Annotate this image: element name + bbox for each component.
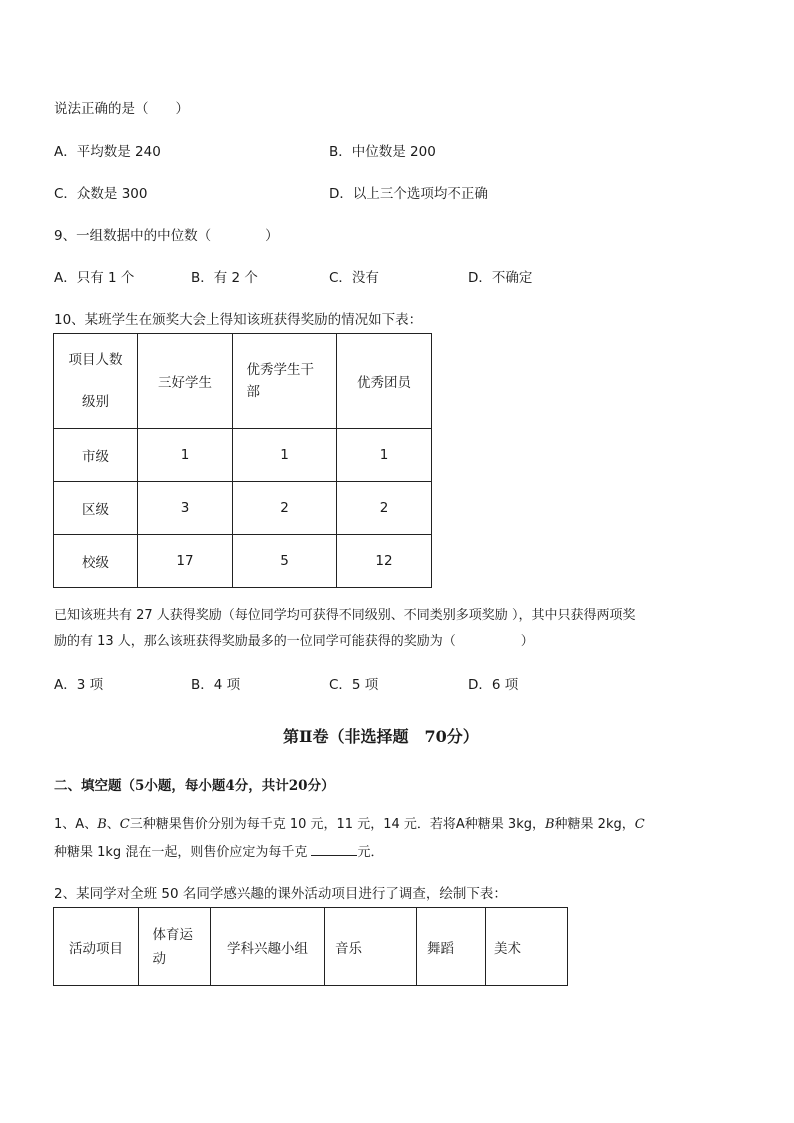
table-cell: 5 xyxy=(233,535,337,588)
award-table xyxy=(53,333,432,588)
q10-option-d: D．6 项 xyxy=(468,677,519,693)
table-cell: 3 xyxy=(138,482,233,535)
fill-question-1-line-2 xyxy=(54,843,383,862)
question-text: 三种糖果售价分别为每千克 10 元，11 元，14 元．若将 xyxy=(129,817,456,832)
table-header-cell: 音乐 xyxy=(325,908,417,986)
fill-question-1-line-1 xyxy=(54,816,645,834)
q8-option-a: A．平均数是 240 xyxy=(54,144,161,160)
question-text: 种糖果 3kg， xyxy=(464,817,545,832)
table-cell: 17 xyxy=(138,535,233,588)
separator: 、 xyxy=(84,817,98,832)
q9-option-a: A．只有 1 个 xyxy=(54,270,135,286)
question-9-stem: 9、一组数据中的中位数（ ） xyxy=(54,228,279,244)
corner-top-label: 项目人数 xyxy=(68,352,123,368)
question-number: 1、 xyxy=(54,817,76,832)
q9-option-c: C．没有 xyxy=(329,270,379,286)
table-cell: 12 xyxy=(337,535,432,588)
q9-option-b: B．有 2 个 xyxy=(191,270,258,286)
fill-question-2-stem: 2、某同学对全班 50 名同学感兴趣的课外活动项目进行了调查，绘制下表： xyxy=(54,886,507,902)
q10-text-line-2: 励的有 13 人，那么该班获得奖励最多的一位同学可能获得的奖励为（ ） xyxy=(54,634,534,649)
table-header-cell xyxy=(139,908,211,986)
var-a: A xyxy=(75,817,85,832)
q10-option-c: C．5 项 xyxy=(329,677,379,693)
table-header-cell: 美术 xyxy=(486,908,568,986)
q10-option-b: B．4 项 xyxy=(191,677,241,693)
row-label: 市级 xyxy=(54,429,138,482)
table-header-cell: 优秀团员 xyxy=(337,334,432,429)
var-c: C xyxy=(634,817,645,832)
question-text: 种糖果 1kg 混在一起，则售价应定为每千克 xyxy=(54,845,312,860)
question-8-stem: 说法正确的是（ ） xyxy=(54,101,189,117)
fill-in-section-title: 二、填空题（5小题，每小题4分，共计20分） xyxy=(54,778,335,794)
q10-option-a: A．3 项 xyxy=(54,677,104,693)
row-label: 区级 xyxy=(54,482,138,535)
answer-blank[interactable] xyxy=(311,843,357,856)
q8-option-c: C．众数是 300 xyxy=(54,186,148,202)
table-cell: 1 xyxy=(233,429,337,482)
q8-option-d: D．以上三个选项均不正确 xyxy=(329,186,488,202)
question-text: 种糖果 2kg， xyxy=(554,817,635,832)
table-cell: 2 xyxy=(233,482,337,535)
separator: 、 xyxy=(106,817,120,832)
table-cell: 1 xyxy=(138,429,233,482)
part-2-title: 第Ⅱ卷（非选择题 70分） xyxy=(283,727,479,746)
question-text: 元． xyxy=(357,845,384,860)
table-header-cell xyxy=(233,334,337,429)
table-corner-cell xyxy=(54,334,138,429)
activity-table xyxy=(53,907,568,986)
q8-option-b: B．中位数是 200 xyxy=(329,144,436,160)
question-10-stem: 10、某班学生在颁奖大会上得知该班获得奖励的情况如下表： xyxy=(54,312,423,328)
var-b: B xyxy=(544,817,555,832)
table-header-cell: 活动项目 xyxy=(54,908,139,986)
header-cell-text: 优秀学生干部 xyxy=(246,362,314,400)
row-label: 校级 xyxy=(54,535,138,588)
table-cell: 1 xyxy=(337,429,432,482)
table-cell: 2 xyxy=(337,482,432,535)
var-b: B xyxy=(97,817,107,832)
table-header-cell: 学科兴趣小组 xyxy=(211,908,325,986)
table-header-cell: 舞蹈 xyxy=(417,908,486,986)
corner-bottom-label: 级别 xyxy=(82,394,109,410)
q9-option-d: D．不确定 xyxy=(468,270,533,286)
table-header-cell: 三好学生 xyxy=(138,334,233,429)
header-cell-text: 体育运动 xyxy=(152,926,193,967)
var-c: C xyxy=(119,817,130,832)
var-a: A xyxy=(455,817,465,832)
q10-text-line-1: 已知该班共有 27 人获得奖励（每位同学均可获得不同级别、不同类别多项奖励 ），其中只获得两项奖 xyxy=(54,608,636,623)
